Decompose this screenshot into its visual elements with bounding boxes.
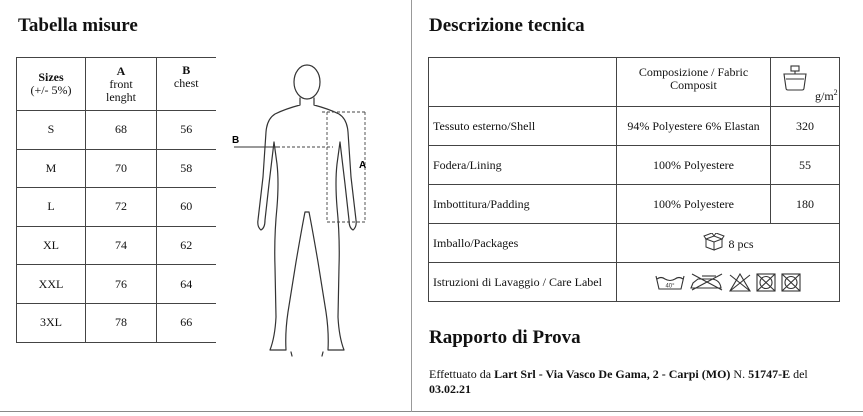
table-row [429,146,840,185]
size-cell: XXL [17,265,86,304]
table-row [17,111,216,150]
col-b-letter: B [182,63,191,77]
packages-value: 8 pcs [728,236,754,251]
col-a-label-1: front [109,76,133,91]
composition-header-2: Composit [670,78,717,92]
header-empty-cell [429,58,617,107]
size-table-title: Tabella misure [18,15,138,36]
figure-label-b: B [232,135,240,146]
table-row [429,107,840,146]
table-row [17,188,216,227]
no-tumble-dry-icon [756,273,776,292]
chest-cell: 62 [157,226,216,265]
size-cell: L [17,188,86,227]
table-row [17,265,216,304]
table-row [429,185,840,224]
front-length-cell: 78 [86,303,157,342]
size-cell: 3XL [17,303,86,342]
weight-header-cell [771,58,840,107]
col-b-label: chest [173,76,199,90]
table-row [429,224,840,263]
weight-cell: 180 [771,185,840,224]
size-cell: XL [17,226,86,265]
layer-label-cell: Tessuto esterno/Shell [429,107,617,146]
test-report-text [429,367,839,397]
composition-cell: 100% Polyestere [617,185,771,224]
human-body-outline-icon [230,62,380,362]
report-date-prefix: del [793,367,808,381]
front-length-cell: 72 [86,188,157,227]
report-number-prefix: N. [733,367,746,381]
composition-cell: 100% Polyestere [617,146,771,185]
weight-cell: 320 [771,107,840,146]
chest-cell: 58 [157,149,216,188]
col-a-letter: A [116,63,126,78]
figure-label-a: A [359,160,367,171]
no-bleach-icon [729,273,751,292]
packages-label-cell: Imballo/Packages [429,224,617,263]
no-iron-icon [690,273,724,291]
col-a-label-2: lenght [106,89,136,104]
front-length-cell: 76 [86,265,157,304]
weight-scale-icon [781,65,809,91]
size-table-header [17,58,216,111]
care-label-cell: Istruzioni di Lavaggio / Care Label [429,263,617,302]
tech-table-header [429,58,840,107]
composition-header-1: Composizione / Fabric [638,65,749,79]
front-length-cell: 70 [86,149,157,188]
front-length-header-cell [86,58,157,111]
composition-cell: 94% Polyestere 6% Elastan [617,107,771,146]
test-report-title: Rapporto di Prova [429,327,581,348]
packages-value-cell [617,224,840,263]
size-cell: S [17,111,86,150]
layer-label-cell: Fodera/Lining [429,146,617,185]
layer-label-cell: Imbottitura/Padding [429,185,617,224]
report-date: 03.02.21 [429,382,471,396]
report-number: 51747-E [748,367,791,381]
chest-header-cell [157,58,216,111]
no-dry-clean-icon [781,273,801,292]
sizes-note: (+/- 5%) [30,83,72,97]
technical-description-title: Descrizione tecnica [429,15,585,36]
table-row [17,303,216,342]
chest-cell: 66 [157,303,216,342]
technical-table [428,57,840,302]
front-length-cell: 74 [86,226,157,265]
table-row [17,149,216,188]
table-row [17,226,216,265]
chest-cell: 60 [157,188,216,227]
front-length-cell: 68 [86,111,157,150]
size-table [16,57,216,343]
wash-temp-label: 40° [665,283,675,290]
column-divider [411,0,412,412]
sizes-label: Sizes [38,70,64,84]
chest-cell: 56 [157,111,216,150]
report-prefix: Effettuato da [429,367,492,381]
weight-unit-label: $g/m^2$ [815,88,838,103]
report-lab: Lart Srl - Via Vasco De Gama, 2 - Carpi (MO) [494,367,731,381]
sizes-header-cell [17,58,86,111]
table-row [429,263,840,302]
care-icons-cell [617,263,840,302]
wash-40-icon [655,273,685,291]
chest-cell: 64 [157,265,216,304]
size-cell: M [17,149,86,188]
box-icon [703,233,725,251]
composition-header-cell [617,58,771,107]
weight-cell: 55 [771,146,840,185]
